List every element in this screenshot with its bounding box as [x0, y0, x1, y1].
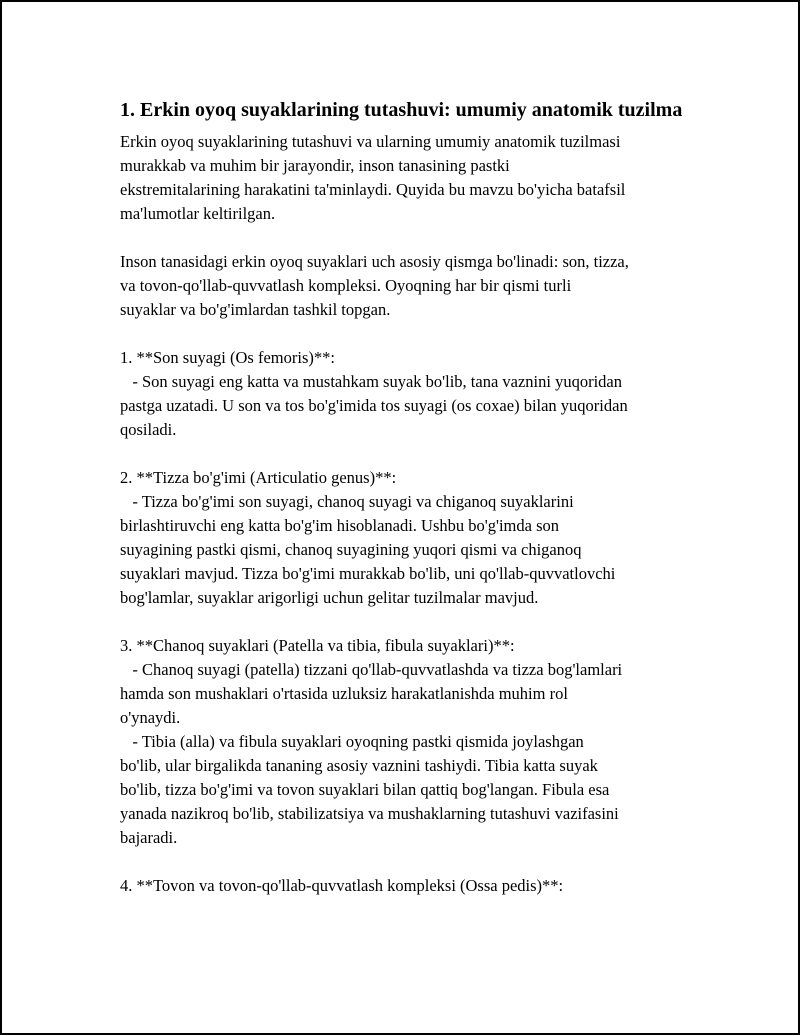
- page-title: 1. Erkin oyoq suyaklarining tutashuvi: umumiy anatomik tuzilma: [120, 99, 683, 121]
- document-body: Erkin oyoq suyaklarining tutashuvi va ularning umumiy anatomik tuzilmasi murakkab va muhim bir jarayondir, inson tanasining pastki ekstremitalarining harakatini ta'minlaydi. Quyida bu mavzu bo'yicha batafsil ma'lumotlar keltirilgan. Inson tanasidagi erkin oyoq suyaklari uch asosiy qismga bo'linadi: son, tizza, va tovon-qo'llab-quvvatlash kompleksi. Oyoqning har bir qismi turli suyaklar va bo'g'imlardan tashkil topgan. 1. **Son suyagi (Os femoris)**: - Son suyagi eng katta va mustahkam suyak bo'lib, tana vaznini yuqoridan pastga uzatadi. U son va tos bo'g'imida tos suyagi (os coxae) bilan yuqoridan qosiladi. 2. **Tizza bo'g'imi (Articulatio genus)**: - Tizza bo'g'imi son suyagi, chanoq suyagi va chiganoq suyaklarini birlashtiruvchi eng katta bo'g'im hisoblanadi. Ushbu bo'g'imda son suyagining pastki qismi, chanoq suyagining yuqori qismi va chiganoq suyaklari mavjud. Tizza bo'g'imi murakkab bo'lib, uni qo'llab-quvvatlovchi bog'lamlar, suyaklar arigorligi uchun gelitar tuzilmalar mavjud. 3. **Chanoq suyaklari (Patella va tibia, fibula suyaklari)**: - Chanoq suyagi (patella) tizzani qo'llab-quvvatlashda va tizza bog'lamlari hamda son mushaklari o'rtasida uzluksiz harakatlanishda muhim rol o'ynaydi. - Tibia (alla) va fibula suyaklari oyoqning pastki qismida joylashgan bo'lib, ular birgalikda tananing asosiy vaznini tashiydi. Tibia katta suyak bo'lib, tizza bo'g'imi va tovon suyaklari bilan qattiq bog'langan. Fibula esa yanada nazikroq bo'lib, stabilizatsiya va mushaklarning tutashuvi vazifasini bajaradi. 4. **Tovon va tovon-qo'llab-quvvatlash kompleksi (Ossa pedis)**:: [120, 132, 629, 895]
- document-content: [120, 95, 695, 898]
